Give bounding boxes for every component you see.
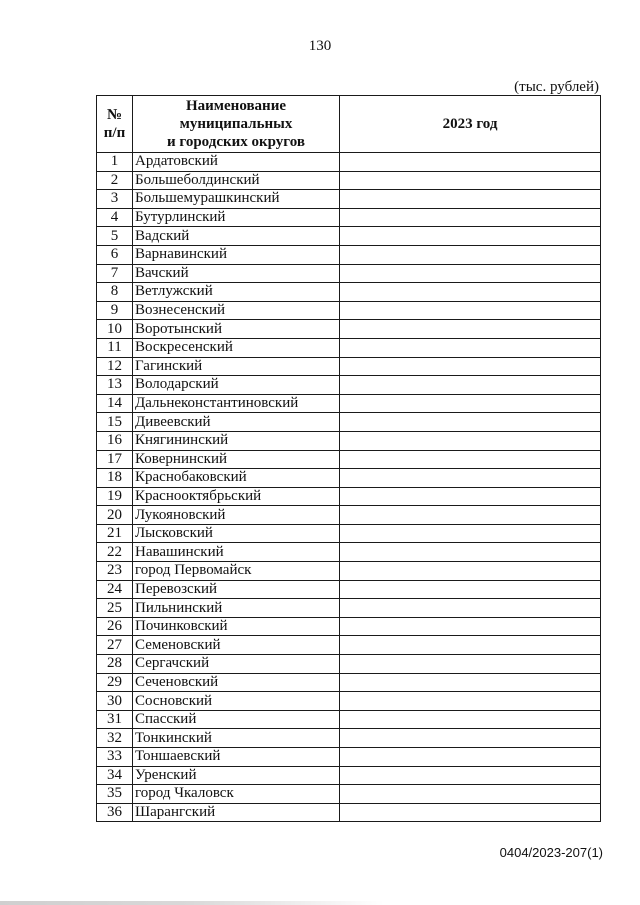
year-value: [340, 710, 601, 729]
district-name: Семеновский: [133, 636, 340, 655]
district-name: Ковернинский: [133, 450, 340, 469]
district-name: Володарский: [133, 376, 340, 395]
table-row: [97, 692, 601, 711]
row-number: 8: [97, 283, 133, 302]
year-value: [340, 283, 601, 302]
table-row: [97, 153, 601, 172]
year-value: [340, 227, 601, 246]
year-value: [340, 803, 601, 822]
row-number: 16: [97, 431, 133, 450]
table-row: [97, 673, 601, 692]
year-value: [340, 320, 601, 339]
year-value: [340, 599, 601, 618]
district-name: Сеченовский: [133, 673, 340, 692]
year-value: [340, 562, 601, 581]
district-name: Дальнеконстантиновский: [133, 394, 340, 413]
row-number: 24: [97, 580, 133, 599]
table-row: [97, 543, 601, 562]
table-row: [97, 245, 601, 264]
row-number: 10: [97, 320, 133, 339]
year-value: [340, 469, 601, 488]
page-number: 130: [308, 38, 332, 54]
row-number: 29: [97, 673, 133, 692]
row-number: 31: [97, 710, 133, 729]
row-number: 30: [97, 692, 133, 711]
table-row: [97, 599, 601, 618]
row-number: 9: [97, 301, 133, 320]
year-value: [340, 431, 601, 450]
table-row: [97, 803, 601, 822]
district-name: Лукояновский: [133, 506, 340, 525]
column-header-number: № п/п: [97, 96, 133, 153]
column-header-year: 2023 год: [340, 96, 601, 153]
year-value: [340, 729, 601, 748]
district-name: город Первомайск: [133, 562, 340, 581]
year-value: [340, 580, 601, 599]
year-value: [340, 450, 601, 469]
district-name: Вачский: [133, 264, 340, 283]
table-row: [97, 264, 601, 283]
year-value: [340, 692, 601, 711]
table-row: [97, 394, 601, 413]
municipal-districts-table: [96, 95, 601, 822]
table-row: [97, 190, 601, 209]
table-row: [97, 338, 601, 357]
district-name: город Чкаловск: [133, 785, 340, 804]
table-row: [97, 655, 601, 674]
table-row: [97, 766, 601, 785]
row-number: 12: [97, 357, 133, 376]
table-row: [97, 301, 601, 320]
district-name: Краснобаковский: [133, 469, 340, 488]
table-row: [97, 357, 601, 376]
district-name: Большемурашкинский: [133, 190, 340, 209]
year-value: [340, 190, 601, 209]
row-number: 5: [97, 227, 133, 246]
row-number: 27: [97, 636, 133, 655]
year-value: [340, 153, 601, 172]
row-number: 28: [97, 655, 133, 674]
year-value: [340, 357, 601, 376]
row-number: 15: [97, 413, 133, 432]
district-name: Пильнинский: [133, 599, 340, 618]
row-number: 26: [97, 617, 133, 636]
row-number: 23: [97, 562, 133, 581]
district-name: Воскресенский: [133, 338, 340, 357]
table-row: [97, 710, 601, 729]
district-name: Перевозский: [133, 580, 340, 599]
district-name: Вадский: [133, 227, 340, 246]
table-header-row: [97, 96, 601, 153]
row-number: 13: [97, 376, 133, 395]
year-value: [340, 413, 601, 432]
table-row: [97, 729, 601, 748]
district-name: Воротынский: [133, 320, 340, 339]
year-value: [340, 748, 601, 767]
units-note: (тыс. рублей): [514, 79, 599, 95]
district-name: Навашинский: [133, 543, 340, 562]
district-name: Сергачский: [133, 655, 340, 674]
table-row: [97, 748, 601, 767]
row-number: 33: [97, 748, 133, 767]
row-number: 14: [97, 394, 133, 413]
year-value: [340, 506, 601, 525]
year-value: [340, 264, 601, 283]
table-row: [97, 208, 601, 227]
year-value: [340, 208, 601, 227]
district-name: Гагинский: [133, 357, 340, 376]
row-number: 7: [97, 264, 133, 283]
table-row: [97, 469, 601, 488]
district-name: Дивеевский: [133, 413, 340, 432]
year-value: [340, 376, 601, 395]
table-row: [97, 227, 601, 246]
row-number: 21: [97, 524, 133, 543]
row-number: 35: [97, 785, 133, 804]
table-row: [97, 283, 601, 302]
row-number: 25: [97, 599, 133, 618]
table-row: [97, 524, 601, 543]
table-row: [97, 506, 601, 525]
year-value: [340, 171, 601, 190]
year-value: [340, 487, 601, 506]
row-number: 2: [97, 171, 133, 190]
district-name: Тоншаевский: [133, 748, 340, 767]
year-value: [340, 636, 601, 655]
document-code: 0404/2023-207(1): [499, 845, 603, 860]
row-number: 3: [97, 190, 133, 209]
table-row: [97, 487, 601, 506]
district-name: Починковский: [133, 617, 340, 636]
table-row: [97, 580, 601, 599]
district-name: Вознесенский: [133, 301, 340, 320]
table-row: [97, 320, 601, 339]
table-row: [97, 171, 601, 190]
year-value: [340, 673, 601, 692]
district-name: Ардатовский: [133, 153, 340, 172]
year-value: [340, 338, 601, 357]
row-number: 6: [97, 245, 133, 264]
district-name: Краснооктябрьский: [133, 487, 340, 506]
year-value: [340, 301, 601, 320]
table-body: [97, 153, 601, 822]
year-value: [340, 394, 601, 413]
row-number: 20: [97, 506, 133, 525]
district-name: Ветлужский: [133, 283, 340, 302]
row-number: 18: [97, 469, 133, 488]
district-name: Тонкинский: [133, 729, 340, 748]
district-name: Спасский: [133, 710, 340, 729]
table-row: [97, 785, 601, 804]
row-number: 34: [97, 766, 133, 785]
year-value: [340, 245, 601, 264]
district-name: Бутурлинский: [133, 208, 340, 227]
table-row: [97, 431, 601, 450]
scan-edge-decoration: [0, 901, 640, 905]
table-row: [97, 450, 601, 469]
column-header-name: Наименование муниципальных и городских округов: [133, 96, 340, 153]
district-name: Княгининский: [133, 431, 340, 450]
district-name: Сосновский: [133, 692, 340, 711]
row-number: 36: [97, 803, 133, 822]
table-row: [97, 413, 601, 432]
table-row: [97, 376, 601, 395]
year-value: [340, 617, 601, 636]
year-value: [340, 543, 601, 562]
year-value: [340, 785, 601, 804]
row-number: 17: [97, 450, 133, 469]
district-name: Лысковский: [133, 524, 340, 543]
year-value: [340, 524, 601, 543]
district-name: Варнавинский: [133, 245, 340, 264]
row-number: 32: [97, 729, 133, 748]
row-number: 11: [97, 338, 133, 357]
row-number: 4: [97, 208, 133, 227]
row-number: 22: [97, 543, 133, 562]
year-value: [340, 655, 601, 674]
district-name: Большеболдинский: [133, 171, 340, 190]
table-row: [97, 636, 601, 655]
year-value: [340, 766, 601, 785]
table-row: [97, 617, 601, 636]
table-row: [97, 562, 601, 581]
row-number: 19: [97, 487, 133, 506]
district-name: Шарангский: [133, 803, 340, 822]
district-name: Уренский: [133, 766, 340, 785]
row-number: 1: [97, 153, 133, 172]
